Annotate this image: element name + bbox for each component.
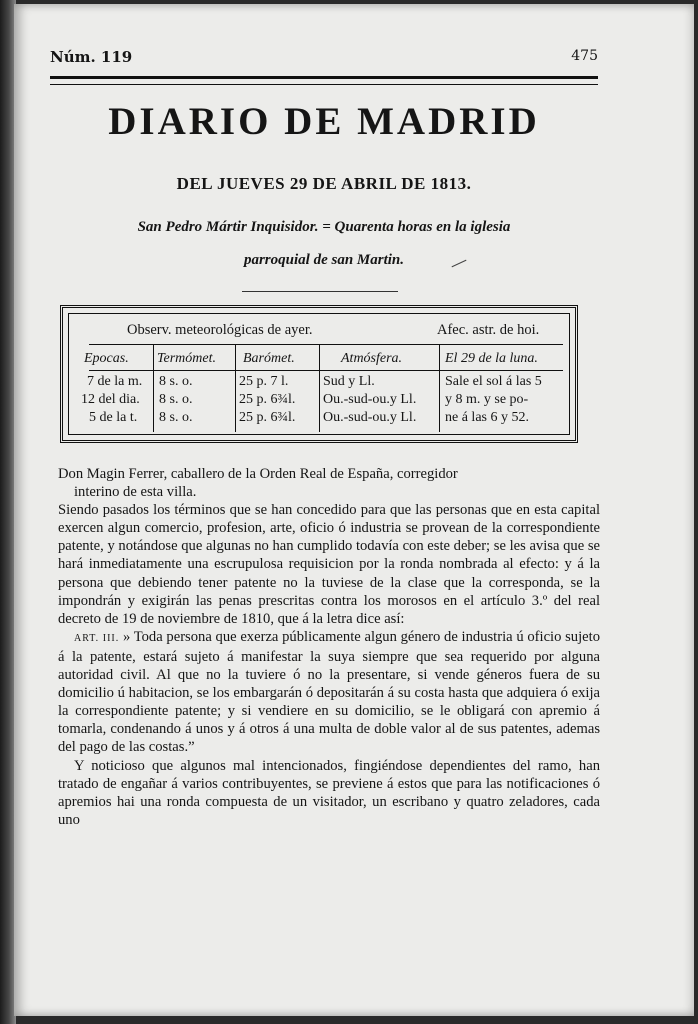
weather-col-divider-2 [235,344,236,432]
masthead-title: DIARIO DE MADRID [108,100,540,143]
epoca-row-3: 5 de la t. [89,410,138,425]
weather-rule-2 [89,370,563,371]
weather-col-divider-4 [439,344,440,432]
col-epocas: Epocas. [84,351,129,366]
barometro-row-1: 25 p. 7 l. [239,374,289,389]
luna-row-3: ne á las 6 y 52. [445,410,529,425]
atmosfera-row-1: Sud y Ll. [323,374,375,389]
header-rule-top [50,76,598,79]
header-rule-bottom [50,84,598,85]
luna-row-1: Sale el sol á las 5 [445,374,542,389]
luna-row-2: y 8 m. y se po- [445,392,529,407]
weather-table-inner [68,313,570,435]
weather-col-divider-1 [153,344,154,432]
weather-heading-right: Afec. astr. de hoi. [437,322,540,338]
col-termometro: Termómet. [157,351,216,366]
termometro-row-1: 8 s. o. [159,374,193,389]
decree-intro-cont: interino de esta villa. [74,484,197,501]
col-barometro: Barómet. [243,351,295,366]
col-atmosfera: Atmósfera. [341,351,403,366]
weather-heading-left: Observ. meteorológicas de ayer. [127,322,313,338]
saint-line-1: San Pedro Mártir Inquisidor. = Quarenta horas en la iglesia [137,219,511,235]
atmosfera-row-2: Ou.-sud-ou.y Ll. [323,392,417,407]
newspaper-page [14,4,694,1016]
article-label: ART. III. [74,632,120,644]
epoca-row-2: 12 del dia. [81,392,140,407]
weather-col-divider-3 [319,344,320,432]
issue-number: Núm. 119 [50,48,133,66]
termometro-row-2: 8 s. o. [159,392,193,407]
paragraph-2: Y noticioso que algunos mal intencionados, fingiéndose dependientes del ramo, han tratado de engañar á varios contribuyentes, se previene á estos que para las notificaciones ó apremios hai una ronda compuesta de un visitador, un escribano y quatro zeladores, cada uno [58,757,600,828]
atmosfera-row-3: Ou.-sud-ou.y Ll. [323,410,417,425]
article-text: » Toda persona que exerza públicamente algun género de industria ú oficio sujeto á la patente, estará sujeto á manifestar la suya siempre que sea requerido por alguna autoridad civil. Al que no la tuviere ó no la presentare, si vende géneros fuera de su domicilio ú habitacion, se los embargarán ó depositarán á su costa hasta que adquiera ó exija la correspondiente patente; y si vendiere en su domicilio, se le obligará con apremio á tomarla, condenando á unos y á otros á una multa de doble valor al de sus patentes, ademas del pago de las costas.” [58,628,600,756]
page-number: 475 [571,48,598,64]
weather-rule-1 [89,344,563,345]
article-quote [58,628,600,757]
section-divider [242,291,398,292]
weather-table [60,305,578,443]
paragraph-1: Siendo pasados los términos que se han concedido para que las personas que en esta capital exercen algun comercio, profesion, arte, oficio ó industria se provean de la correspondiente patente, y notándose que algunas no han cumplido todavía con este deber; se les avisa que se hará inmediatamente una escrupulosa requisicion por la ronda nombrada al efecto: y á la persona que debiendo tener patente no la tuviese de la clase que la corresponda, se la impondrán y exigirán las penas prescritas contra los morosos en el artículo 3.º del real decreto de 19 de noviembre de 1810, que á la letra dice así: [58,502,600,627]
barometro-row-3: 25 p. 6¾l. [239,410,296,425]
col-luna: El 29 de la luna. [445,351,538,366]
termometro-row-3: 8 s. o. [159,410,193,425]
epoca-row-1: 7 de la m. [87,374,143,389]
dateline: DEL JUEVES 29 DE ABRIL DE 1813. [176,174,472,193]
article-body [58,465,600,829]
saint-line-2: parroquial de san Martin. [243,252,405,268]
barometro-row-2: 25 p. 6¾l. [239,392,296,407]
decree-intro: Don Magin Ferrer, caballero de la Orden Real de España, corregidor [58,466,458,482]
